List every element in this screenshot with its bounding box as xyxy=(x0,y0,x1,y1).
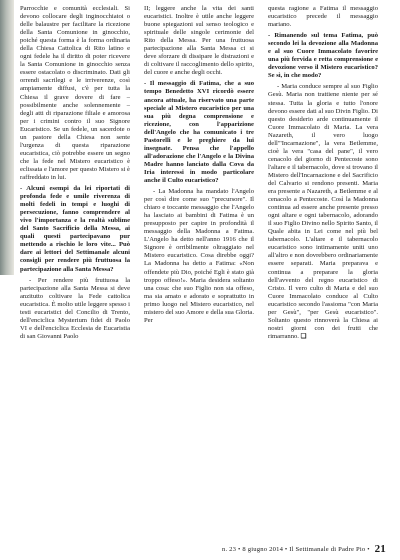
interview-answer: - La Madonna ha mandato l'Angelo per così dire come suo "precursore". Il chiaro e toccante messaggio che l'Angelo ha lasciato ai bambini di Fatima è un presupposto per capire in profondità il messaggio della Madonna a Fatima. L'Angelo ha detto nell'anno 1916 che il Signore è orribilmente oltraggiato nel Mistero eucaristico. Cosa direbbe oggi? La Madonna ha detto a Fatima: «Non offendete più Dio, poiché Egli è stato già troppo offeso!». Maria desidera soltanto una cosa: che suo Figlio non sia offeso, ma sia amato e adorato e soprattutto in primo luogo nel Mistero eucaristico, nel mistero del suo Amore e della sua Gloria. Per xyxy=(144,188,254,324)
footer-issue-info: n. 23 • 8 giugno 2014 • Il Settimanale di Padre Pio • xyxy=(221,546,370,553)
interview-question: - Il messaggio di Fatima, che a suo tempo Benedetto XVI ricordò essere ancora attuale, ha riservato una parte speciale al Mistero eucaristico per una sua più degna comprensione e ricezione, con l'apparizione dell'Angelo che ha comunicato i tre Pastorelli e le preghiere da lui insegnate. Pensa che l'appello all'adorazione che l'Angelo e la Divina Madre hanno lanciato dalla Cova da Iria interessi in modo particolare anche il Culto eucaristico? xyxy=(144,80,254,184)
edge-photo xyxy=(0,0,14,275)
interview-answer xyxy=(268,83,378,341)
page-number: 21 xyxy=(374,543,386,555)
answer-text: - Maria conduce sempre al suo Figlio Gesù. Maria non trattiene niente per sé stessa. Tutta la gloria e tutto l'onore devono essere dati al suo Divin Figlio. Di questo desiderio arde continuamente il Cuore Immacolato di Maria. La vera Nazareth, il vero luogo dell'"Incarnazione", la vera Betlemme, cioè la vera "casa del pane", il vero cenacolo del giorno di Pentecoste sono l'altare e il tabernacolo, dove si trovano il Mistero dell'Incarnazione e del Sacrificio del Calvario si rendono presenti. Maria era presente a Nazareth, a Betlemme e al cenacolo a Pentecoste. Così la Madonna continua ad essere anche presente presso ogni altare e ogni tabernacolo, adorando il suo Figlio Divino nello Spirito Santo, il Quale abita in Lei come nel più bel tabernacolo. L'altare e il tabernacolo eucaristico sono intimamente uniti uno all'altro e non dovrebbero ordinariamente essere separati. Maria preparava e continua a preparare la gloria dell'avvento del regno eucaristico di Cristo. Il vero culto di Maria e del suo Cuore Immacolato conduce al Culto eucaristico secondo l'assioma "con Maria per Gesù", "per Gesù eucaristico". Soltanto questo rinnoverà la Chiesa ai nostri giorni con dei frutti che rimarranno. xyxy=(268,83,378,340)
text-column-2 xyxy=(144,5,254,525)
paragraph: questa ragione a Fatima il messaggio eucaristico precede il messaggio mariano. xyxy=(268,5,378,29)
interview-answer: - Per rendere più fruttuosa la partecipazione alla Santa Messa si deve anzitutto coltivare la Fede cattolica eucaristica. È molto utile leggere spesso i testi eucaristici del Concilio di Trento, dell'enciclica Mysterium fidei di Paolo VI e dell'enciclica Ecclesia de Eucaristia di san Giovanni Paolo xyxy=(20,276,130,340)
interview-question: - Rimanendo sul tema Fatima, può secondo lei la devozione alla Madonna e al suo Cuore Immacolato favorire una più fervida e retta comprensione e devozione verso il Mistero eucaristico? Se sì, in che modo? xyxy=(268,32,378,80)
interview-question: - Alcuni esempi da lei riportati di profonda fede e umile riverenza di molti fedeli in tempi e luoghi di persecuzione, fanno comprendere al vivo l'importanza e la realtà sublime del Santo Sacrificio della Messa, ai quali questi partecipavano pur mettendo a rischio le loro vite... Può dare ai lettori del Settimanale alcuni consigli per rendere più fruttuosa la partecipazione alla Santa Messa? xyxy=(20,185,130,273)
paragraph: II; leggere anche la vita dei santi eucaristici. Inoltre è utile anche leggere buone spiegazioni sul senso teologico e spirituale delle singole cerimonie del Rito della Messa. Per una fruttuosa partecipazione alla Santa Messa ci si deve sforzare di dissipare le distrazioni e di coltivare il raccoglimento dello spirito, del cuore e anche degli occhi. xyxy=(144,5,254,77)
end-of-article-mark: ❑ xyxy=(300,332,307,340)
page-footer xyxy=(222,543,386,555)
text-column-3 xyxy=(268,5,378,525)
text-column-1 xyxy=(20,5,130,525)
paragraph: Parrocchie e comunità ecclesiali. Si devono collocare degli inginocchiatoi o delle balaustre per facilitare la ricezione della Santa Comunione in ginocchio, poiché questa forma è la forma ordinaria della Chiesa Cattolica di Rito latino e ogni fedele ha il diritto di poter ricevere la Santa Comunione in ginocchio senza essere ostacolato o discriminato. Dati gli orrendi sacrilegi e le irriverenze, così ampiamente diffusi, c'è per tutta la Chiesa il grave dovere di fare – possibilmente anche solennemente – degli atti di riparazione filiale e amorosa per i crimini contro il suo Signore Eucaristico. Se un fedele, un sacerdote o un pastore della Chiesa non sente l'urgenza di questa riparazione eucaristica, ciò potrebbe essere un segno che la fede nel Mistero eucaristico è eclissata e l'amore per questo Mistero si è raffreddato in lui. xyxy=(20,5,130,181)
